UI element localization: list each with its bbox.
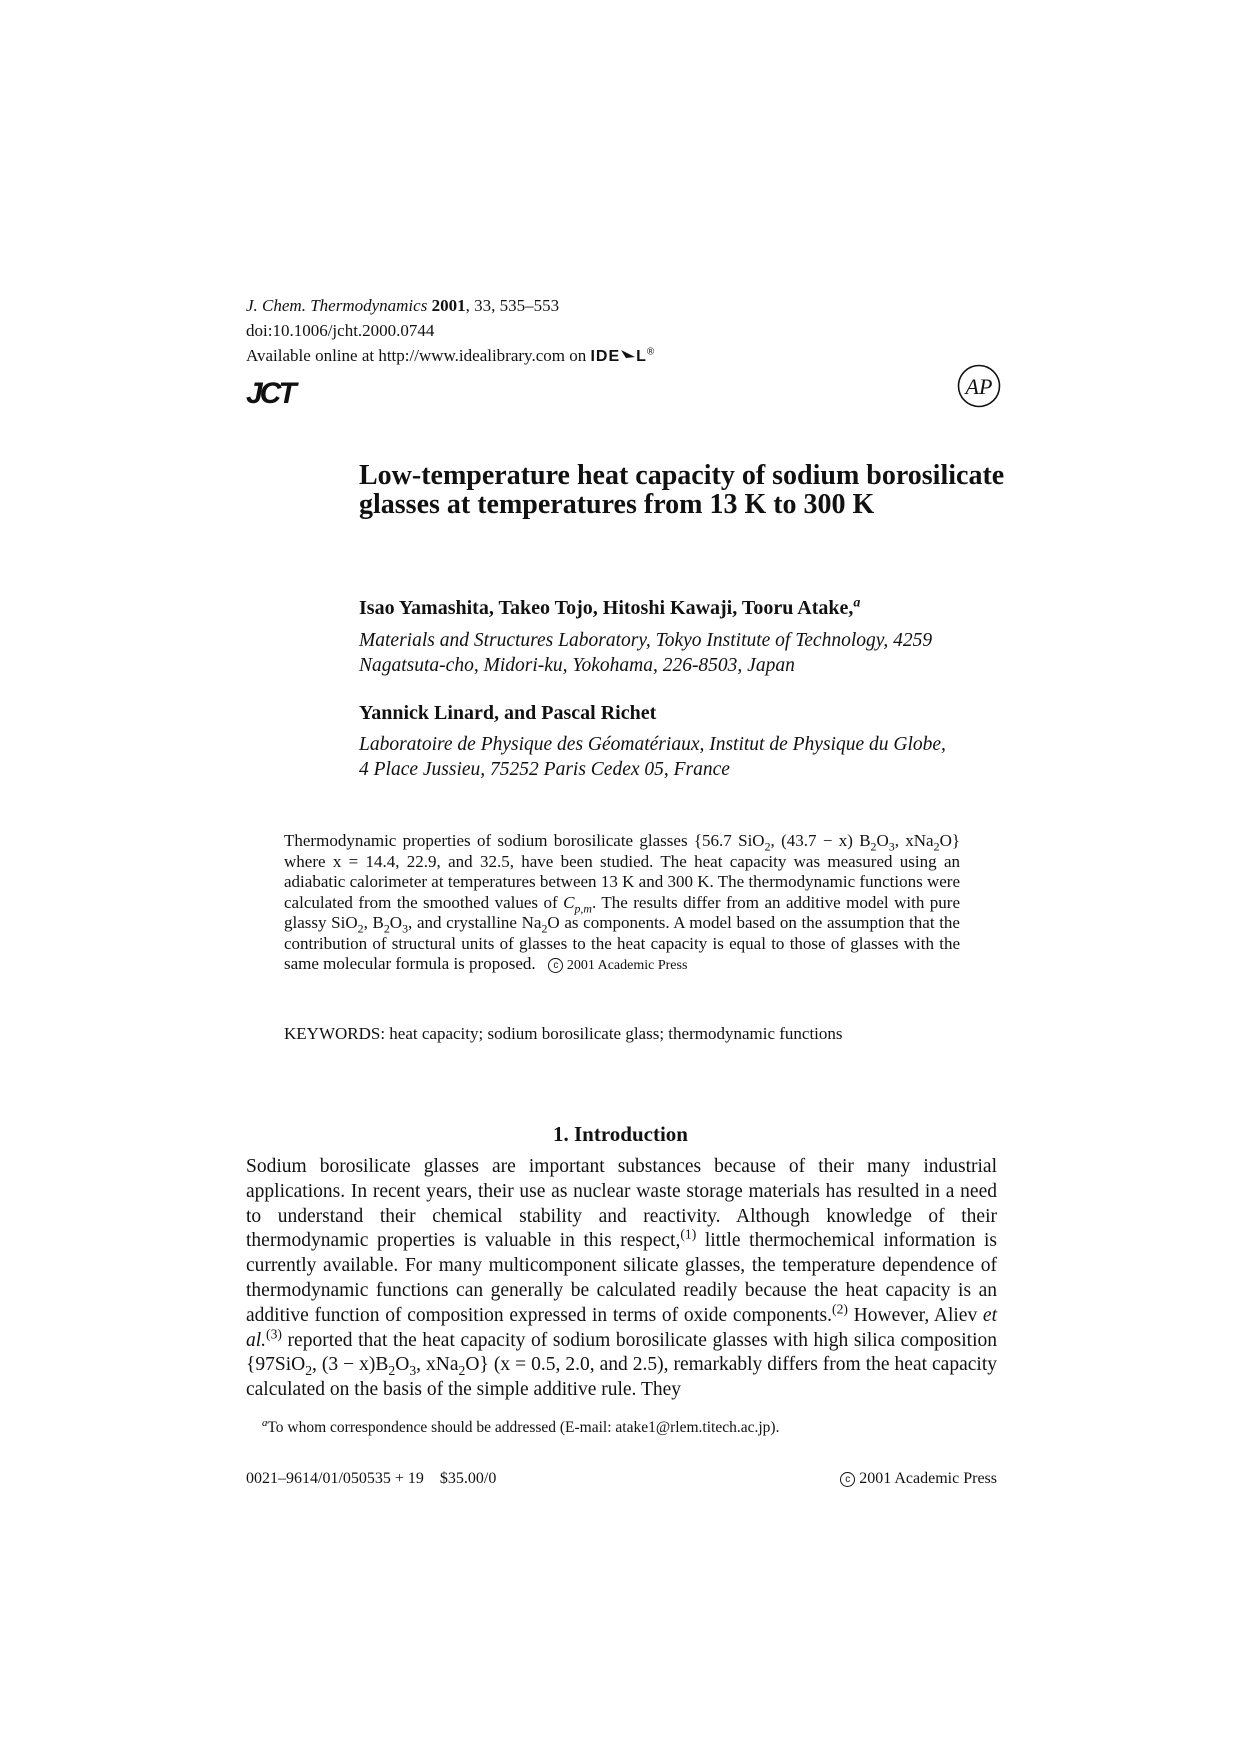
footer-copyright: c 2001 Academic Press <box>832 1470 997 1488</box>
footer-code: 0021–9614/01/050535 + 19 $35.00/0 <box>246 1470 497 1487</box>
volume-pages: , 33, 535–553 <box>465 296 560 315</box>
publisher-logo-text: AP <box>965 374 993 399</box>
affiliation-2: Laboratoire de Physique des Géomatériaux, Institut de Physique du Globe, 4 Place Jussieu, 75252 Paris Cedex 05, France <box>359 734 946 780</box>
availability-text: Available online at http://www.idealibrary.com on <box>246 346 587 365</box>
abstract-copyright: c 2001 Academic Press <box>548 958 687 973</box>
reference-3: (3) <box>266 1326 282 1342</box>
paper-title: Low-temperature heat capacity of sodium borosilicate glasses at temperatures from 13 K to 300 K <box>359 460 1005 520</box>
section-heading: 1. Introduction <box>553 1122 688 1146</box>
doi: doi:10.1006/jcht.2000.0744 <box>246 321 435 340</box>
journal-name: J. Chem. Thermodynamics <box>246 296 428 315</box>
jct-logo: JCT <box>246 377 294 410</box>
journal-header <box>246 293 655 369</box>
reference-2: (2) <box>832 1301 848 1317</box>
registered-mark: ® <box>646 346 656 358</box>
copyright-icon: c <box>548 958 563 973</box>
corresponding-mark: a <box>853 595 861 611</box>
reference-1: (1) <box>680 1226 697 1242</box>
ideal-arrow-icon <box>620 348 636 364</box>
keywords: KEYWORDS: heat capacity; sodium borosilicate glass; thermodynamic functions <box>284 1024 843 1043</box>
abstract: Thermodynamic properties of sodium borosilicate glasses {56.7 SiO$_2$, (43.7 − x) $B_2O_3$, xNa$_2$O} where x = 14.4, 22.9, and 32.5, have been studied. The heat capacity was measured using an adiabatic calorimeter at temperatures between 13 K and 300 K. The thermodynamic functions were calculated from the smoothed values of $C_{p,m}$. The results differ from an additive model with pure glassy SiO$_2$, $B_2O_3$, and crystalline $Na_2O$ as components. A model based on the assumption that the contribution of structural units of glasses to the heat capacity is equal to those of glasses with the same molecular formula is proposed. c 2001 Academic Press <box>284 831 960 973</box>
author-list-2: Yannick Linard, and Pascal Richet <box>359 702 657 724</box>
citation-line <box>246 293 655 318</box>
availability-line <box>246 343 655 369</box>
introduction-text: Sodium borosilicate glasses are important substances because of their many industrial applications. In recent years, their use as nuclear waste storage materials has resulted in a need to understand their chemical stability and reactivity. Although knowledge of their thermodynamic properties is valuable in this respect,$^{(1)}$ little thermochemical information is currently available. For many multicomponent silicate glasses, the temperature dependence of thermodynamic functions can generally be calculated readily because the heat capacity is an additive function of composition expressed in terms of oxide components.$^{(2)}$ However, Aliev et al.$^{(3)}$ reported that the heat capacity of sodium borosilicate glasses with high silica composition {97SiO$_2$, $(3 - x)B_2O_3$, xNa$_2$O} (x = 0.5, 2.0, and 2.5), remarkably differs from the heat capacity calculated on the basis of the simple additive rule. They <box>246 1156 998 1401</box>
journal-year: 2001 <box>431 296 466 315</box>
footnote: $^a$To whom correspondence should be addressed (E-mail: atake1@rlem.titech.ac.jp). <box>262 1416 780 1436</box>
academic-press-logo <box>957 364 1001 408</box>
affiliation-1: Materials and Structures Laboratory, Tokyo Institute of Technology, 4259 Nagatsuta-cho, Midori-ku, Yokohama, 226-8503, Japan <box>359 630 933 676</box>
copyright-icon: c <box>840 1472 855 1487</box>
ideal-logo: IDE L® <box>590 346 656 365</box>
author-list-1: Isao Yamashita, Takeo Tojo, Hitoshi Kawaji, Tooru Atake,$^a$ <box>359 595 861 619</box>
